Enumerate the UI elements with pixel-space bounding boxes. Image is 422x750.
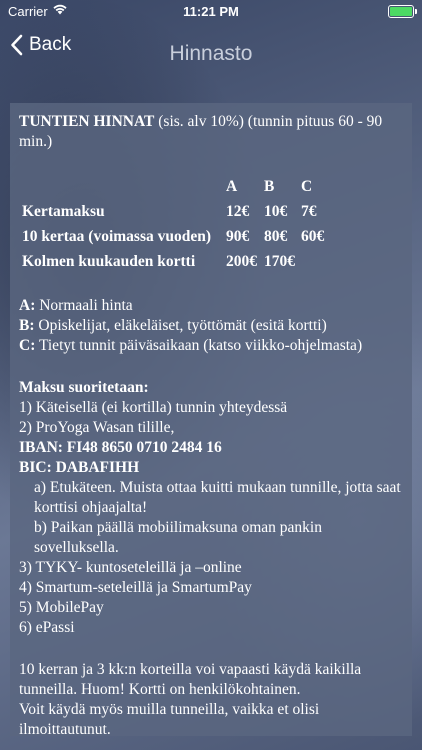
table-header-row	[22, 174, 331, 199]
row-label: Kolmen kuukauden kortti	[22, 252, 196, 270]
payment-line: 1) Käteisellä (ei kortilla) tunnin yhteydessä	[19, 399, 288, 416]
payment-heading: Maksu suoritetaan:	[19, 379, 149, 396]
prices-heading	[19, 112, 402, 152]
payment-line: 6) ePassi	[19, 619, 75, 636]
status-bar	[0, 0, 422, 22]
table-row	[22, 224, 331, 249]
column-header-b: B	[264, 177, 275, 195]
price-b: 10€	[264, 202, 288, 220]
battery-icon	[388, 5, 414, 18]
price-c	[301, 249, 331, 274]
legend-item	[19, 316, 402, 336]
price-list-content	[10, 103, 412, 736]
price-a: 200€	[226, 252, 257, 270]
row-label: Kertamaksu	[22, 202, 105, 220]
legend-text: Opiskelijat, eläkeläiset, työttömät (esitä kortti)	[34, 317, 327, 334]
navigation-bar	[0, 22, 422, 86]
legend-item	[19, 336, 402, 356]
price-c: 60€	[301, 227, 325, 245]
price-a: 12€	[226, 202, 250, 220]
iban-text: IBAN: FI48 8650 0710 2484 16	[19, 439, 222, 456]
payment-line: 2) ProYoga Wasan tilille,	[19, 419, 175, 436]
prices-heading-bold: TUNTIEN HINNAT	[19, 113, 155, 130]
table-row	[22, 199, 331, 224]
table-row	[22, 249, 331, 274]
carrier-label: Carrier	[8, 4, 48, 19]
price-table	[22, 174, 331, 274]
payment-section	[19, 378, 402, 638]
back-label: Back	[29, 34, 72, 55]
price-b: 80€	[264, 227, 288, 245]
payment-line: 3) TYKY- kuntoseteleillä ja –online	[19, 559, 242, 576]
note-text: 10 kerran ja 3 kk:n korteilla voi vapaasti käydä kaikilla tunneilla. Huom! Kortti on henkilökohtainen.	[19, 661, 362, 698]
legend-text: Tietyt tunnit päiväsaikaan (katso viikko-ohjelmasta)	[35, 337, 363, 354]
legend-key: C:	[19, 337, 36, 354]
status-time: 11:21 PM	[183, 4, 239, 19]
price-a: 90€	[226, 227, 250, 245]
price-legend	[19, 296, 402, 356]
column-header-a: A	[226, 177, 238, 195]
prices-heading-rest: (sis. alv 10%) (tunnin pituus 60 - 90 min.)	[19, 113, 383, 150]
legend-key: A:	[19, 297, 36, 314]
page-title: Hinnasto	[169, 42, 253, 65]
bic-text: BIC: DABAFIHH	[19, 459, 140, 476]
price-c: 7€	[301, 202, 317, 220]
payment-line: 5) MobilePay	[19, 599, 104, 616]
legend-text: Normaali hinta	[35, 297, 133, 314]
legend-item	[19, 296, 402, 316]
note-text: Voit käydä myös muilla tunneilla, vaikka et olisi ilmoittautunut.	[19, 701, 320, 738]
row-label: 10 kertaa (voimassa vuoden)	[22, 227, 212, 245]
payment-subline: b) Paikan päällä mobiilimaksuna oman pankin sovelluksella.	[34, 519, 322, 556]
legend-key: B:	[19, 317, 35, 334]
payment-subline: a) Etukäteen. Muista ottaa kuitti mukaan tunnille, jotta saat korttisi ohjaajalta!	[34, 479, 401, 516]
price-b: 170€	[264, 252, 295, 270]
payment-line: 4) Smartum-seteleillä ja SmartumPay	[19, 579, 252, 596]
column-header-c: C	[301, 177, 313, 195]
notes-section	[19, 660, 402, 740]
